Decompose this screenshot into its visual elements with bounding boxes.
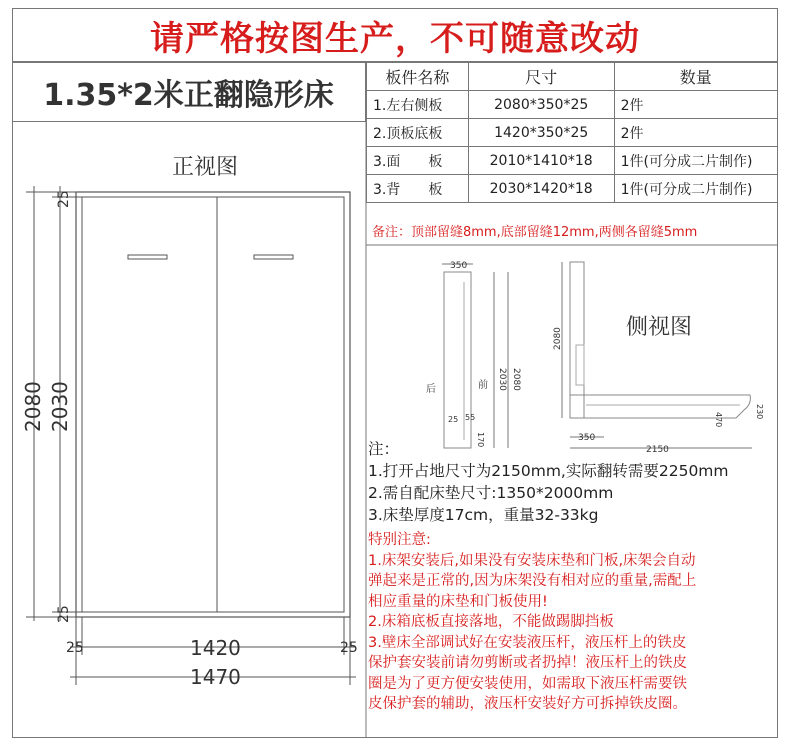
dim-open-h2: 230 bbox=[755, 404, 764, 420]
dim-right-gap: 25 bbox=[340, 640, 358, 656]
side-panel-drawing bbox=[426, 261, 521, 448]
cell-size: 2030*1420*18 bbox=[468, 175, 614, 203]
handle-right bbox=[254, 255, 293, 259]
dim-d3: 170 bbox=[476, 432, 485, 448]
special-line: 保护套安装前请勿剪断或者扔掉！液压杆上的铁皮 bbox=[368, 655, 687, 671]
dim-d2: 55 bbox=[465, 413, 476, 422]
special-line: 1.床架安装后,如果没有安装床垫和门板,床架会自动 bbox=[368, 552, 696, 569]
cell-size: 2080*350*25 bbox=[468, 91, 614, 119]
dim-open-base: 350 bbox=[578, 433, 596, 443]
dim-left-gap: 25 bbox=[66, 640, 84, 656]
remark-note: 备注：顶部留缝8mm,底部留缝12mm,两侧各留缝5mm bbox=[372, 225, 698, 240]
cell-name: 3.背 板 bbox=[367, 175, 469, 203]
dim-open-height: 2080 bbox=[553, 327, 563, 350]
dim-top-gap: 25 bbox=[56, 190, 72, 208]
notes-head: 注： bbox=[368, 440, 400, 458]
dim-panel-height-outer: 2080 bbox=[511, 368, 521, 391]
note-item: 2.需自配床垫尺寸:1350*2000mm bbox=[368, 484, 614, 502]
product-title: 1.35*2米正翻隐形床 bbox=[12, 62, 366, 122]
cell-qty: 1件(可分成二片制作) bbox=[614, 175, 777, 203]
front-view-label: 正视图 bbox=[172, 155, 239, 180]
special-line: 弹起来是正常的,因为床架没有相对应的重量,需配上 bbox=[368, 573, 697, 589]
label-front: 前 bbox=[478, 380, 488, 391]
special-line: 皮保护套的辅助，液压杆安装好方可拆掉铁皮圈。 bbox=[368, 696, 687, 712]
dim-inner-height: 2030 bbox=[48, 381, 72, 432]
dim-outer-height: 2080 bbox=[21, 381, 45, 432]
note-item: 3.床垫厚度17cm，重量32-33kg bbox=[368, 506, 599, 524]
note-item: 1.打开占地尺寸为2150mm,实际翻转需要2250mm bbox=[368, 462, 729, 480]
notes-section bbox=[368, 438, 778, 715]
special-head: 特别注意: bbox=[368, 532, 431, 548]
dim-bottom-gap: 25 bbox=[56, 605, 72, 623]
cell-qty: 1件(可分成二片制作) bbox=[614, 147, 777, 175]
cell-name: 1.左右侧板 bbox=[367, 91, 469, 119]
dim-panel-depth: 350 bbox=[450, 261, 468, 271]
cell-qty: 2件 bbox=[614, 119, 777, 147]
cell-size: 1420*350*25 bbox=[468, 119, 614, 147]
special-line: 3.壁床全部调试好在安装液压杆，液压杆上的铁皮 bbox=[368, 634, 687, 651]
cell-name: 3.面 板 bbox=[367, 147, 469, 175]
header-cell: 尺寸 bbox=[468, 63, 614, 91]
handle-left bbox=[128, 255, 167, 259]
dim-d1: 25 bbox=[448, 415, 459, 424]
warning-banner: 请严格按图生产，不可随意改动 bbox=[12, 8, 778, 62]
dim-panel-height-inner: 2030 bbox=[497, 368, 507, 391]
label-back: 后 bbox=[426, 384, 436, 395]
dim-open-h1: 470 bbox=[714, 412, 723, 428]
cell-name: 2.顶板底板 bbox=[367, 119, 469, 147]
front-view-drawing bbox=[21, 186, 358, 689]
side-open-drawing bbox=[553, 262, 764, 455]
side-view-label: 侧视图 bbox=[626, 315, 693, 340]
special-line: 圈是为了更方便安装使用，如需取下液压杆需要铁 bbox=[368, 675, 687, 692]
dim-open-length: 2150 bbox=[646, 445, 669, 455]
dim-outer-width: 1470 bbox=[190, 665, 241, 689]
header-cell: 板件名称 bbox=[367, 63, 469, 91]
header-cell: 数量 bbox=[614, 63, 777, 91]
cell-size: 2010*1410*18 bbox=[468, 147, 614, 175]
special-line: 2.床箱底板直接落地，不能做踢脚挡板 bbox=[368, 614, 614, 630]
special-line: 相应重量的床垫和门板使用! bbox=[368, 593, 548, 610]
dim-inner-width: 1420 bbox=[190, 636, 241, 660]
cell-qty: 2件 bbox=[614, 91, 777, 119]
